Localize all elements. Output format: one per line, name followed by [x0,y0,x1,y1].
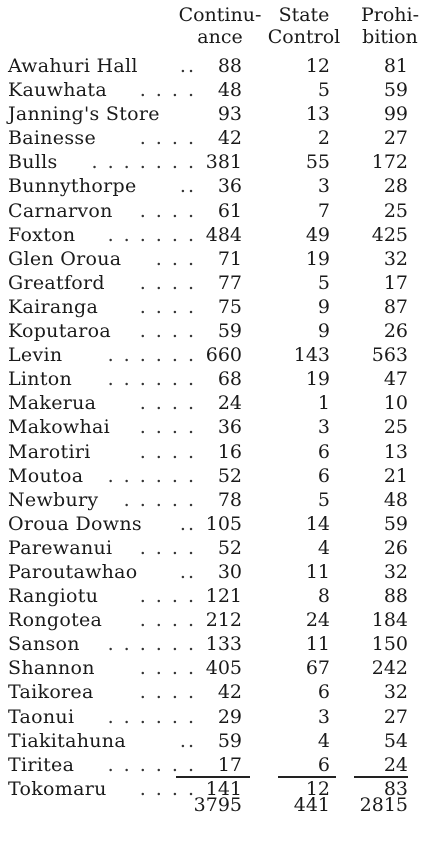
continuance-value: 24 [217,392,242,415]
place-leader-dots: . . . . [139,536,196,559]
prohibition-value: 24 [383,753,408,776]
place-name: Taonui [8,705,75,728]
place-name: Kauwhata [8,79,107,102]
place-name: Tiakitahuna [8,729,126,752]
header-continuance-line1: Continu- [178,4,262,26]
place-leader-dots: . . . . . . [107,705,196,728]
header-prohibition [348,4,432,48]
state-control-value: 12 [305,55,330,77]
table-row [0,247,432,271]
table-row [0,150,432,174]
continuance-value: 105 [205,512,242,535]
table-row [0,464,432,488]
total-state-control: 441 [293,794,330,816]
place-leader-dots: . . . [155,247,196,270]
continuance-value: 17 [217,753,242,776]
continuance-total-rule [176,776,250,778]
state-control-value: 4 [317,729,330,752]
place-name: Tokomaru [8,777,107,800]
continuance-value: 30 [217,560,242,583]
table-row [0,440,432,464]
state-control-value: 3 [317,175,330,198]
prohibition-value: 47 [383,368,408,391]
prohibition-value: 563 [371,344,408,367]
prohibition-value: 32 [383,560,408,583]
place-name: Bainesse [8,127,96,150]
continuance-value: 29 [217,705,242,728]
place-leader-dots: . . . . . . [107,464,196,487]
prohibition-value: 26 [383,320,408,343]
header-state-control-line1: State [278,4,330,26]
continuance-value: 42 [217,127,242,150]
table-row [0,367,432,391]
place-leader-dots: . . . . [139,199,196,222]
place-name: Levin [8,344,63,367]
table-row [0,78,432,102]
continuance-value: 42 [217,681,242,704]
state-control-value: 4 [317,536,330,559]
state-control-value: 11 [305,633,330,656]
state-control-value: 3 [317,416,330,439]
continuance-value: 141 [205,777,242,800]
table-row [0,753,432,777]
state-control-value: 2 [317,127,330,150]
table-row [0,223,432,247]
place-name: Tiritea [8,753,75,776]
table-row [0,199,432,223]
state-control-value: 12 [305,777,330,800]
continuance-value: 59 [217,729,242,752]
place-name: Newbury [8,488,99,511]
prohibition-value: 25 [383,199,408,222]
table-row [0,271,432,295]
place-leader-dots: .. [179,560,196,583]
table-row [0,536,432,560]
state-control-value: 7 [317,199,330,222]
prohibition-value: 99 [383,103,408,126]
state-control-value: 5 [317,79,330,102]
state-control-total-rule [278,776,336,778]
prohibition-value: 28 [383,175,408,198]
continuance-value: 71 [217,247,242,270]
place-leader-dots: . . . . . . [107,223,196,246]
state-control-value: 5 [317,488,330,511]
continuance-value: 68 [217,368,242,391]
place-name: Koputaroa [8,320,112,343]
state-control-value: 1 [317,392,330,415]
prohibition-value: 32 [383,247,408,270]
table-row [0,102,432,126]
prohibition-value: 88 [383,585,408,608]
table-row [0,680,432,704]
place-name: Moutoa [8,464,84,487]
prohibition-value: 25 [383,416,408,439]
table-row [0,295,432,319]
state-control-value: 6 [317,753,330,776]
place-name: Marotiri [8,440,91,463]
place-leader-dots: . . . . [139,440,196,463]
total-prohibition: 2815 [359,794,408,816]
place-leader-dots: . . . . [139,416,196,439]
state-control-value: 19 [305,368,330,391]
state-control-value: 9 [317,295,330,318]
place-name: Kairanga [8,295,99,318]
prohibition-value: 59 [383,512,408,535]
continuance-value: 660 [205,344,242,367]
state-control-value: 6 [317,681,330,704]
state-control-value: 6 [317,464,330,487]
place-name: Carnarvon [8,199,113,222]
state-control-value: 24 [305,609,330,632]
state-control-value: 5 [317,271,330,294]
continuance-value: 36 [217,175,242,198]
continuance-value: 121 [205,585,242,608]
prohibition-total-rule [354,776,408,778]
place-name: Makowhai [8,416,111,439]
total-continuance: 3795 [193,794,242,816]
prohibition-value: 13 [383,440,408,463]
prohibition-value: 184 [371,609,408,632]
table-row [0,560,432,584]
state-control-value: 6 [317,440,330,463]
place-name: Linton [8,368,73,391]
continuance-value: 48 [217,79,242,102]
place-name: Bulls [8,151,58,174]
place-name: Taikorea [8,681,94,704]
place-leader-dots: . . . . [139,657,196,680]
place-leader-dots: .. [179,512,196,535]
table-row [0,415,432,439]
place-name: Glen Oroua [8,247,122,270]
continuance-value: 61 [217,199,242,222]
place-leader-dots: . . . . . . [107,633,196,656]
continuance-value: 88 [217,55,242,77]
table-row [0,729,432,753]
prohibition-value: 81 [383,55,408,77]
continuance-value: 133 [205,633,242,656]
continuance-value: 75 [217,295,242,318]
state-control-value: 11 [305,560,330,583]
prohibition-value: 83 [383,777,408,800]
prohibition-value: 54 [383,729,408,752]
place-leader-dots: . . . . . . [107,753,196,776]
state-control-value: 3 [317,705,330,728]
state-control-value: 8 [317,585,330,608]
place-leader-dots: . . . . [139,681,196,704]
state-control-value: 9 [317,320,330,343]
place-name: Makerua [8,392,97,415]
place-name: Janning's Store [8,103,160,126]
continuance-value: 484 [205,223,242,246]
prohibition-value: 59 [383,79,408,102]
place-name: Paroutawhao [8,560,138,583]
state-control-value: 49 [305,223,330,246]
table-row [0,126,432,150]
continuance-value: 52 [217,536,242,559]
totals-row [0,790,432,820]
continuance-value: 405 [205,657,242,680]
header-continuance [178,4,262,48]
place-leader-dots: . . . . [139,777,196,800]
prohibition-value: 425 [371,223,408,246]
place-leader-dots: .. [179,55,196,77]
continuance-value: 16 [217,440,242,463]
place-leader-dots: . . . . [139,127,196,150]
place-leader-dots: . . . . [139,320,196,343]
continuance-value: 52 [217,464,242,487]
state-control-value: 143 [293,344,330,367]
table-row [0,632,432,656]
table-row [0,584,432,608]
table-row [0,488,432,512]
table-row [0,705,432,729]
prohibition-value: 150 [371,633,408,656]
table-row [0,608,432,632]
place-name: Shannon [8,657,95,680]
header-state-control-line2: Control [267,26,341,48]
prohibition-value: 48 [383,488,408,511]
prohibition-value: 26 [383,536,408,559]
place-leader-dots: . . . . [139,585,196,608]
place-leader-dots: .. [179,175,196,198]
continuance-value: 36 [217,416,242,439]
place-leader-dots: . . . . [139,79,196,102]
continuance-value: 212 [205,609,242,632]
place-leader-dots: . . . . . . . [91,151,196,174]
place-leader-dots: . . . . [139,295,196,318]
prohibition-value: 27 [383,705,408,728]
table-row [0,343,432,367]
place-name: Foxton [8,223,76,246]
continuance-value: 381 [205,151,242,174]
table-row [0,319,432,343]
place-name: Sanson [8,633,80,656]
place-leader-dots: . . . . [139,609,196,632]
table-row [0,54,432,78]
place-leader-dots: . . . . . . [107,344,196,367]
table-row [0,512,432,536]
totals-rules [0,776,432,780]
prohibition-value: 32 [383,681,408,704]
header-continuance-line2: ance [197,26,243,48]
table-row [0,174,432,198]
table-row [0,656,432,680]
results-table [0,54,432,801]
state-control-value: 67 [305,657,330,680]
continuance-value: 78 [217,488,242,511]
place-name: Awahuri Hall [8,55,138,77]
place-name: Rangiotu [8,585,99,608]
state-control-value: 13 [305,103,330,126]
header-prohibition-line1: Prohi- [360,4,420,26]
prohibition-value: 17 [383,271,408,294]
state-control-value: 19 [305,247,330,270]
prohibition-value: 87 [383,295,408,318]
continuance-value: 59 [217,320,242,343]
header-state-control [262,4,346,48]
continuance-value: 77 [217,271,242,294]
header-prohibition-line2: bition [362,26,418,48]
place-leader-dots: .. [179,729,196,752]
prohibition-value: 10 [383,392,408,415]
place-leader-dots: . . . . [139,271,196,294]
place-name: Rongotea [8,609,103,632]
prohibition-value: 21 [383,464,408,487]
place-name: Bunnythorpe [8,175,137,198]
prohibition-value: 242 [371,657,408,680]
prohibition-value: 172 [371,151,408,174]
place-name: Oroua Downs [8,512,142,535]
place-name: Greatford [8,271,105,294]
prohibition-value: 27 [383,127,408,150]
place-name: Parewanui [8,536,113,559]
place-leader-dots: . . . . . [123,488,196,511]
state-control-value: 14 [305,512,330,535]
state-control-value: 55 [305,151,330,174]
continuance-value: 93 [217,103,242,126]
place-leader-dots: . . . . . . [107,368,196,391]
place-leader-dots: . . . . [139,392,196,415]
table-row [0,391,432,415]
